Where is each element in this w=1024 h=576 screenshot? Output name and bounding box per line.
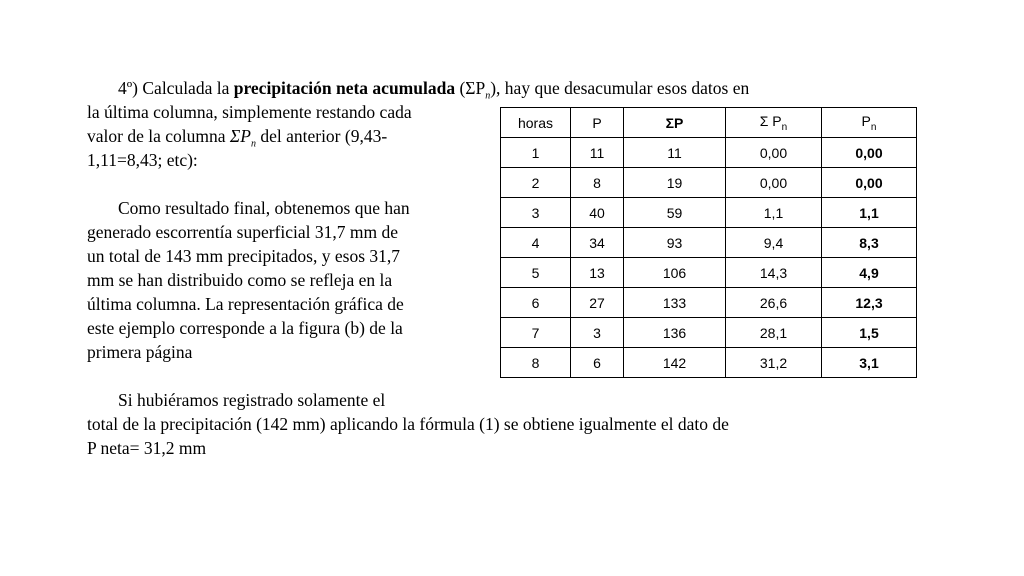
final-line: Si hubiéramos registrado solamente el	[118, 390, 386, 410]
cell-sum-p: 133	[624, 288, 726, 318]
cell-sum-p: 136	[624, 318, 726, 348]
cell-horas: 4	[501, 228, 571, 258]
header-sum-pn-sub: n	[781, 121, 788, 133]
cell-p: 34	[571, 228, 624, 258]
header-pn-main: P	[861, 112, 871, 129]
cell-horas: 7	[501, 318, 571, 348]
cell-sum-pn: 14,3	[726, 258, 822, 288]
cell-pn: 12,3	[822, 288, 917, 318]
cell-pn: 3,1	[822, 348, 917, 378]
cell-p: 6	[571, 348, 624, 378]
table-row	[501, 138, 917, 168]
final-line: total de la precipitación (142 mm) aplicando la fórmula (1) se obtiene igualmente el dato de	[87, 414, 729, 434]
cell-horas: 5	[501, 258, 571, 288]
intro-line3-text-end: del anterior (9,43-	[255, 126, 388, 146]
cell-pn: 0,00	[822, 168, 917, 198]
cell-sum-pn: 31,2	[726, 348, 822, 378]
cell-horas: 8	[501, 348, 571, 378]
table-row	[501, 228, 917, 258]
result-paragraph	[87, 196, 410, 364]
cell-sum-p: 59	[624, 198, 726, 228]
result-line: última columna. La representación gráfica de	[87, 294, 404, 314]
header-sum-p: ΣP	[624, 108, 726, 138]
cell-pn: 0,00	[822, 138, 917, 168]
intro-symbol: (ΣP	[455, 78, 486, 98]
result-line: primera página	[87, 342, 193, 362]
header-p: P	[571, 108, 624, 138]
cell-sum-pn: 26,6	[726, 288, 822, 318]
table-row	[501, 168, 917, 198]
table-row	[501, 348, 917, 378]
header-pn-sub: n	[870, 121, 877, 133]
cell-pn: 1,1	[822, 198, 917, 228]
cell-sum-p: 11	[624, 138, 726, 168]
cell-p: 40	[571, 198, 624, 228]
table-header-row	[501, 108, 917, 138]
result-line: este ejemplo corresponde a la figura (b) de la	[87, 318, 403, 338]
cell-sum-pn: 0,00	[726, 138, 822, 168]
header-sum-pn-main: Σ P	[759, 112, 782, 129]
intro-text-end: ), hay que desacumular esos datos en	[490, 78, 750, 98]
final-line: P neta= 31,2 mm	[87, 438, 207, 458]
cell-sum-pn: 0,00	[726, 168, 822, 198]
table-row	[501, 198, 917, 228]
final-paragraph	[87, 388, 729, 460]
cell-pn: 1,5	[822, 318, 917, 348]
cell-horas: 2	[501, 168, 571, 198]
cell-sum-pn: 9,4	[726, 228, 822, 258]
table-body	[501, 138, 917, 378]
intro-bold-term: precipitación neta acumulada	[233, 78, 456, 98]
cell-pn: 4,9	[822, 258, 917, 288]
intro-line3-symbol: ΣP	[229, 126, 251, 146]
table-row	[501, 258, 917, 288]
intro-line3-subscript: n	[250, 138, 256, 150]
cell-p: 27	[571, 288, 624, 318]
intro-line3-text: valor de la columna	[87, 126, 230, 146]
cell-sum-p: 142	[624, 348, 726, 378]
intro-subscript: n	[485, 90, 491, 102]
cell-horas: 1	[501, 138, 571, 168]
cell-sum-p: 106	[624, 258, 726, 288]
cell-sum-p: 93	[624, 228, 726, 258]
cell-pn: 8,3	[822, 228, 917, 258]
intro-text: 4º) Calculada la	[118, 78, 234, 98]
intro-line-2: la última columna, simplemente restando cada	[87, 102, 412, 122]
cell-p: 11	[571, 138, 624, 168]
intro-line-4: 1,11=8,43; etc):	[87, 150, 198, 170]
result-line: generado escorrentía superficial 31,7 mm de	[87, 222, 398, 242]
precipitation-table	[500, 107, 917, 378]
cell-horas: 6	[501, 288, 571, 318]
cell-p: 8	[571, 168, 624, 198]
cell-horas: 3	[501, 198, 571, 228]
result-line: un total de 143 mm precipitados, y esos 31,7	[87, 246, 401, 266]
cell-p: 13	[571, 258, 624, 288]
result-line: mm se han distribuido como se refleja en la	[87, 270, 393, 290]
header-sum-pn	[726, 108, 822, 138]
cell-sum-pn: 28,1	[726, 318, 822, 348]
cell-p: 3	[571, 318, 624, 348]
table-row	[501, 318, 917, 348]
cell-sum-pn: 1,1	[726, 198, 822, 228]
header-pn	[822, 108, 917, 138]
cell-sum-p: 19	[624, 168, 726, 198]
table-row	[501, 288, 917, 318]
result-line: Como resultado final, obtenemos que han	[118, 198, 410, 218]
header-horas: horas	[501, 108, 571, 138]
